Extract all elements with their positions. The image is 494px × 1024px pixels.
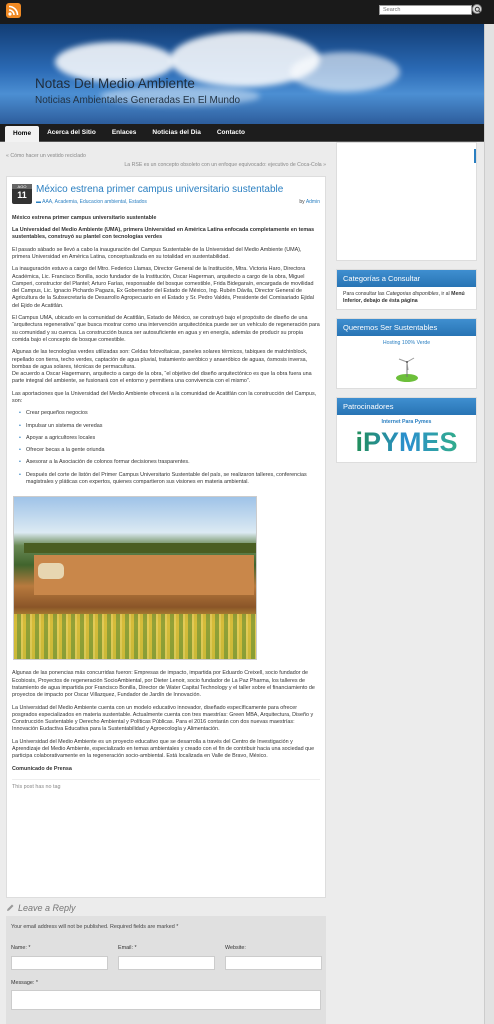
top-bar	[0, 0, 494, 24]
date-month: AGO	[12, 184, 32, 189]
pencil-icon	[6, 904, 14, 912]
content-area	[0, 142, 494, 1024]
ad-strip	[337, 149, 476, 163]
widget-text: Para consultar las	[343, 291, 386, 297]
website-field[interactable]	[225, 956, 322, 970]
widget-text-bold: Menú Inferior	[343, 291, 465, 305]
photo-building	[34, 555, 254, 595]
page-scroll-edge	[484, 24, 494, 1024]
reply-heading	[6, 902, 76, 914]
reply-heading-text: Leave a Reply	[18, 903, 76, 913]
post-paragraph: La Universidad del Medio Ambiente cuenta con un modelo educativo innovador, diseñado específicamente para ofrecer posgrados especializados en materia sustentable. Actualmente cuenta con tres maestrías: Green MBA, Arquitectura, Diseño y Construcción Sustentable y Derecho Ambiental y Políticas Públicas. Para el 2016 contarán con dos nuevas maestrías: Innovación Eudactiva Educativa para la Sustentabilidad y Agroecología y Alimentación.	[12, 704, 314, 733]
reply-note: Your email address will not be published. Required fields are marked *	[11, 924, 179, 930]
list-item: • Impulsar un sistema de veredas	[19, 423, 320, 430]
search-icon[interactable]	[472, 4, 482, 14]
campus-photo	[13, 496, 257, 660]
nav-enlaces[interactable]: Enlaces	[111, 128, 137, 136]
post-title[interactable]: México estrena primer campus universitario sustentable	[36, 184, 284, 195]
prev-post-link[interactable]: « Cómo hacer un vestido reciclado	[6, 153, 86, 159]
widget-body	[337, 415, 476, 462]
widget-sustentables	[336, 318, 477, 389]
post-paragraph: La inauguración estuvo a cargo del Mtro. Federico Llamas, Director General de la Institución, Mtra. Victoria Haro, Directora Académica, Lic. Francisco Bonilla, socio fundador de la Institución, Oscar Hagerman, arquitecto a cargo de la obra, Miguel Camperi, constructor del Plantel; Arturo Farías, responsable del bosque comestible, Frida Bidegaraín, encargada de movilidad del Campus, Lic. Ignacio Pichardo Pagaza, Ex Gobernador del Estado de México, Ing. Rubén Dávila, Director General de Agricultura de la Subsecretaría de Desarrollo Agropecuario en el Estado y Sr. Pedro Valdés, Presidente del Comisariado Ejidal del Ejido de Acatitlán.	[12, 266, 314, 309]
post-author	[299, 199, 320, 206]
nav-contacto[interactable]: Contacto	[216, 128, 245, 136]
folder-icon: ▬	[36, 199, 43, 205]
widget-text: , ir al	[438, 291, 452, 297]
post-subtitle: México estrena primer campus universitario sustentable	[12, 214, 157, 221]
widget-text-bold: , debajo de ésta página	[360, 298, 418, 305]
reply-form	[6, 916, 326, 1024]
hosting-link[interactable]: Hosting 100% Verde	[382, 340, 431, 347]
date-badge	[12, 184, 32, 204]
email-field-group	[118, 945, 215, 969]
site-tagline: Noticias Ambientales Generadas En El Mundo	[35, 95, 241, 106]
widget-body	[337, 336, 476, 388]
list-item: • Asesorar a la Asociación de colonos formar decisiones trasparentes.	[19, 459, 320, 466]
benefits-list	[19, 410, 320, 486]
post-navigation	[6, 153, 326, 169]
post-paragraph: El Campus UMA, ubicado en la comunidad de Acatitlán, Estado de México, se construyó bajo el propósito de diseño de una “arquitectura regenerativa” que busca mostrar como una intervención arquitectónica puede ser un vehículo de regeneración para su comunidad y su cuenca. La construcción busca ser autosuficiente en agua y en energía, además de producir su propia comida bajo el concepto de bosque comestible.	[12, 315, 320, 343]
post-body	[12, 215, 320, 791]
widget-patrocinadores	[336, 397, 477, 463]
sidebar-ad	[336, 142, 477, 261]
post-meta	[36, 199, 320, 206]
post-paragraph: La Universidad del Medio Ambiente es un proyecto educativo que se desarrolla a través del Centro de Investigación y Aprendizaje del Medio Ambiente, especializado en temas ambientales y creado con el fin de contribuir hacia una sociedad que participa colaborativamente en la regeneración socio-ambiental. Está localizada en Valle de Bravo, México.	[12, 738, 315, 760]
search-input[interactable]	[379, 5, 472, 15]
email-field[interactable]	[118, 956, 215, 970]
list-item: • Crear pequeños negocios	[19, 410, 320, 417]
message-label: Message: *	[11, 979, 38, 986]
nav-acerca[interactable]: Acerca del Sitio	[47, 128, 96, 136]
name-label: Name: *	[11, 945, 31, 952]
header-cloud	[290, 52, 400, 92]
photo-flowers	[14, 614, 256, 659]
rss-icon[interactable]	[6, 3, 21, 18]
post-signature: Comunicado de Prensa	[12, 765, 72, 772]
post-tags: This post has no tag	[12, 779, 320, 791]
post-categories	[36, 199, 147, 206]
nav-noticias[interactable]: Noticias del Dia	[152, 128, 201, 136]
widget-title: Queremos Ser Sustentables	[337, 319, 476, 336]
widget-body	[337, 287, 476, 309]
photo-roof	[24, 543, 257, 553]
widget-title: Categorías a Consultar	[337, 270, 476, 287]
name-field-group	[11, 945, 108, 969]
wind-turbine-icon[interactable]	[392, 350, 422, 384]
website-field-group	[225, 945, 322, 969]
post-paragraph: Las aportaciones que la Universidad del Medio Ambiente ofrecerá a la comunidad de Acatitlán con la construcción del Campus, son:	[12, 390, 317, 404]
reply-fields	[11, 945, 321, 969]
nav-home[interactable]: Home	[5, 126, 39, 142]
post-paragraph: El pasado sábado se llevó a cabo la inauguración del Campus Sustentable de la Universidad del Medio Ambiente (UMA), primera Universidad en América Latina, conceptualizada en su totalidad en sustentabilidad.	[12, 246, 302, 260]
widget-title: Patrocinadores	[337, 398, 476, 415]
sponsor-link[interactable]: Internet Para Pymes	[381, 419, 432, 426]
email-label: Email: *	[118, 945, 137, 952]
post-paragraph: De acuerdo a Oscar Hagermann, arquitecto a cargo de la obra, “el objetivo del diseño arquitectónico es que la obra fuera una parte integral del ambiente, se fusionará con el entorno y permitiera una convivencia con el mismo”.	[12, 371, 312, 385]
message-field[interactable]	[11, 990, 321, 1010]
widget-categorias	[336, 269, 477, 310]
ipymes-logo[interactable]: iPYMES	[343, 426, 470, 458]
category-links[interactable]: AAA, Academia, Educacion ambiental, Estados	[42, 199, 147, 205]
widget-text-em: Categorias disponibles	[385, 291, 439, 297]
list-item: • Después del corte de listón del Primer Campus Universitario Sustentable del país, se realizaron talleres, conferencias magistrales y pláticas con expertos, quienes compartieron sus visiones en materia ambiental.	[19, 472, 320, 487]
post-article	[6, 176, 326, 898]
post-paragraph: Algunas de las ponencias más concurridas fueron: Empresas de impacto, impartida por Eduardo Creixell, socio fundador de Ecobiosis, Proyectos de regeneración SocioAmbiental, por Dieter Lenoir, socio fundador de La Paz Pharma, los talleres de tratamiento de agua impartida por Francisco Bonilla, Director de Water Capital Technology y el taller sobre el financiamiento de proyectos de impacto por Oscar Villazquez, Fundador de Jardín de Innovación.	[12, 670, 315, 699]
site-header	[0, 24, 494, 124]
uma-logo	[38, 563, 64, 579]
site-title[interactable]: Notas Del Medio Ambiente	[35, 76, 195, 91]
date-day: 11	[17, 190, 27, 201]
post-paragraph: Algunas de las tecnologías verdes utilizadas son: Celdas fotovoltaicas, paneles solares térmicos, tabiques de matchinblock, repellado con tierra, techo verdes, captación de agua pluvial, tratamiento aeróbico y anaeróbico de aguas, ósmosis inversa, bombas de agua solares, técnicas de permacultura.	[12, 349, 308, 370]
sidebar	[336, 142, 477, 463]
author-link[interactable]: Admin	[305, 199, 320, 205]
name-field[interactable]	[11, 956, 108, 970]
author-prefix: by	[299, 199, 305, 205]
post-lead: La Universidad del Medio Ambiente (UMA), primera Universidad en América Latina enfocada completamente en temas sustentables, construyó su plantel con tecnologías verdes	[12, 227, 315, 241]
website-label: Website:	[225, 945, 246, 952]
next-post-link[interactable]: La RSE es un concepto obsoleto con un enfoque equivocado: ejecutivo de Coca-Cola »	[124, 162, 326, 169]
main-nav	[0, 124, 494, 142]
list-item: • Ofrecer becas a la gente oriunda	[19, 447, 320, 454]
list-item: • Apoyar a agricultores locales	[19, 435, 320, 442]
